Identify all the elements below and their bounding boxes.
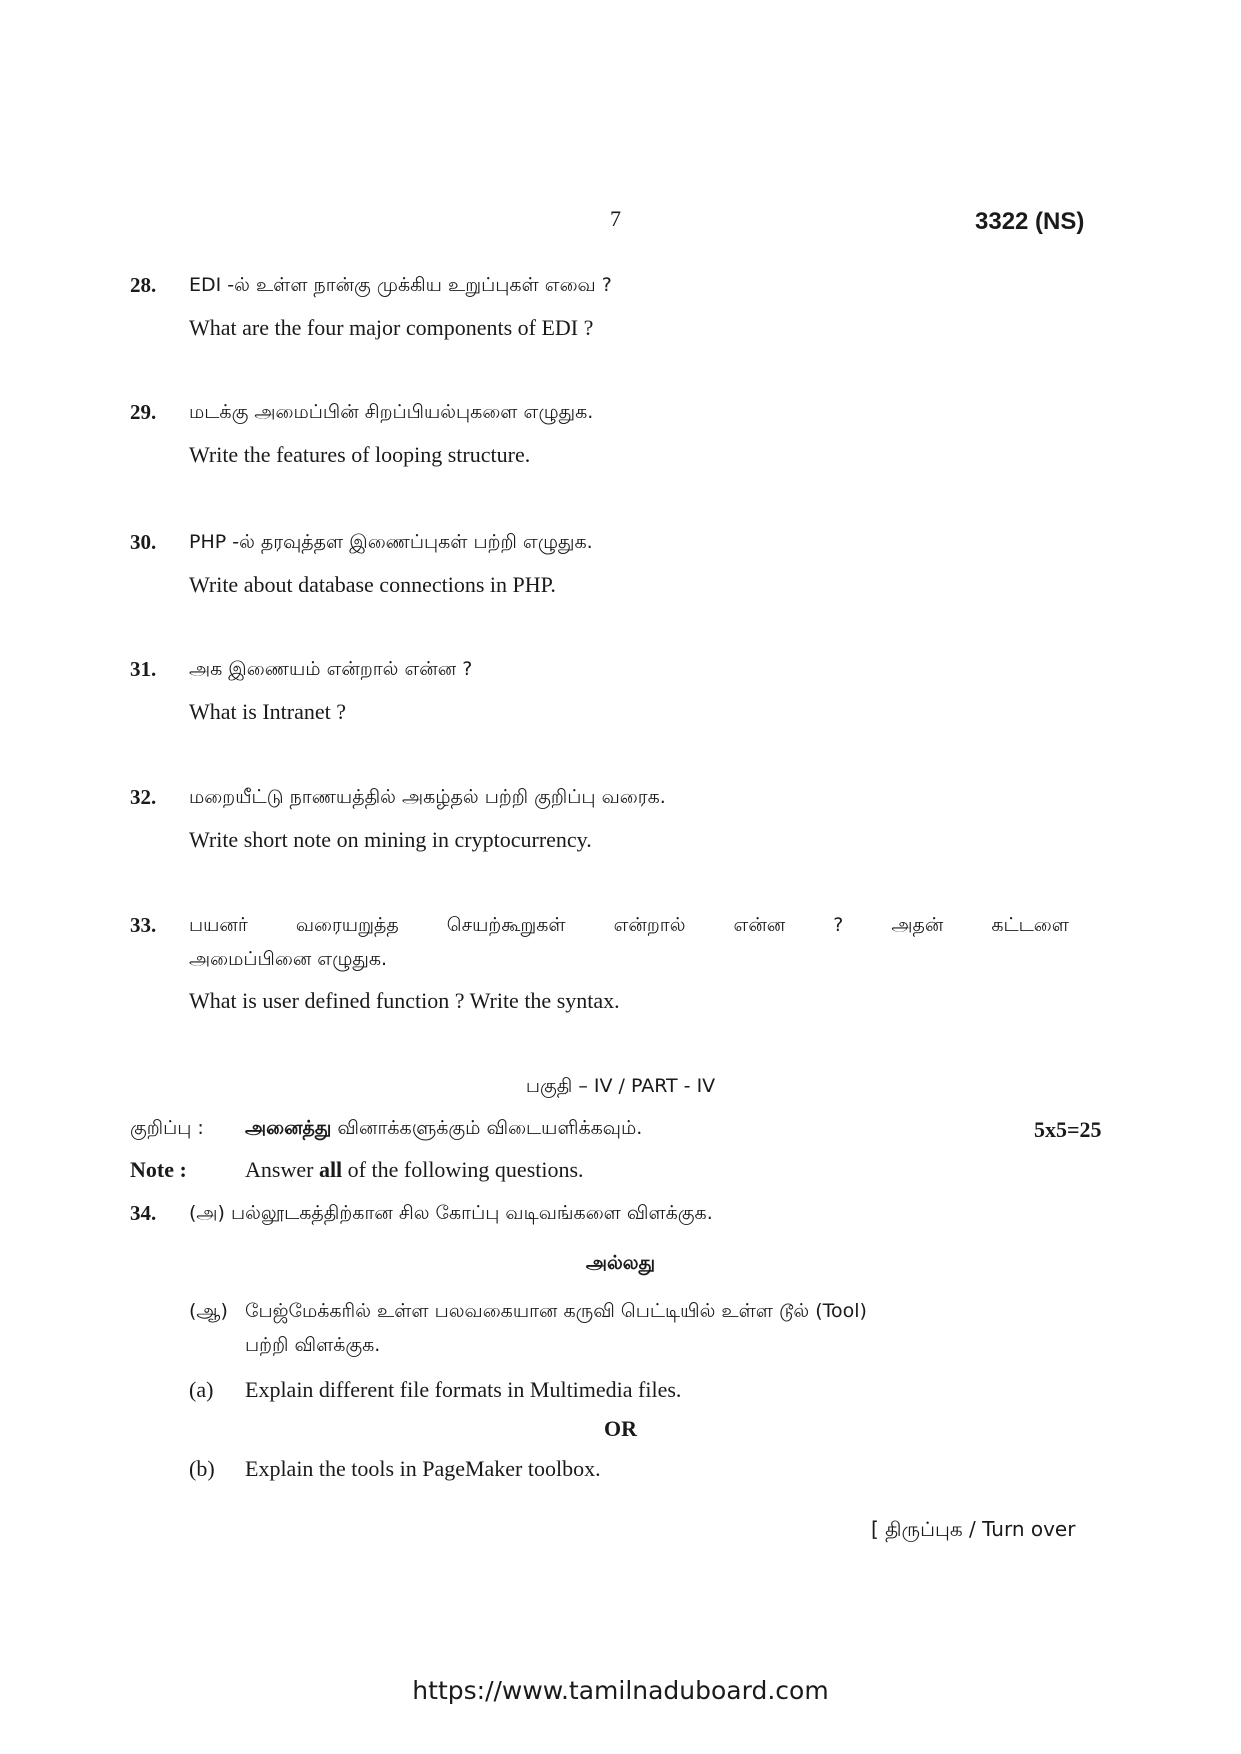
paper-code: 3322 (NS) [975,208,1085,235]
question-number: 34. [130,1201,157,1225]
note-label-english: Note : [130,1157,187,1182]
tamil-word: என்ன [733,914,786,936]
question-number: 28. [130,273,157,297]
question-english: What are the four major components of EDI ? [189,315,594,340]
note-bold-word: அனைத்து [245,1117,332,1139]
question-number: 29. [130,400,157,424]
tamil-word: என்றால் [613,914,686,936]
part-heading [0,1072,1241,1100]
question-english: Write short note on mining in cryptocurrency. [189,827,592,852]
turn-over: [ திருப்புக / Turn over [871,1517,1076,1541]
note-text-english [245,1157,584,1183]
note-post: of the following questions. [347,1157,584,1182]
source-url: https://www.tamilnaduboard.com [412,1676,829,1705]
option-a-tamil: (அ) பல்லூடகத்திற்கான சில கோப்பு வடிவங்களை விளக்குக. [189,1202,713,1224]
question-tamil: அக இணையம் என்றால் என்ன ? [189,658,473,680]
note-rest: வினாக்களுக்கும் விடையளிக்கவும். [337,1117,643,1139]
option-b-tamil-line1: பேஜ்மேக்கரில் உள்ள பலவகையான கருவி பெட்டியில் உள்ள டூல் (Tool) [245,1300,867,1322]
tamil-word: வரையறுத்த [295,914,399,936]
page-number: 7 [610,206,621,231]
note-bold: all [318,1157,343,1182]
question-tamil: மடக்கு அமைப்பின் சிறப்பியல்புகளை எழுதுக. [189,401,594,423]
option-a-label: (a) [189,1377,214,1402]
option-b-tamil-label: (ஆ) [189,1300,228,1322]
part-heading-text: பகுதி – IV / PART - IV [525,1075,716,1097]
tamil-word: ? [833,914,844,936]
option-b-english: Explain the tools in PageMaker toolbox. [245,1456,601,1481]
question-tamil: EDI -ல் உள்ள நான்கு முக்கிய உறுப்புகள் எவை ? [189,274,612,296]
or-english: OR [604,1416,637,1441]
tamil-word: செயற்கூறுகள் [446,914,566,936]
marks: 5x5=25 [1034,1117,1102,1142]
or-tamil: அல்லது [585,1252,656,1274]
question-english: What is user defined function ? Write the syntax. [189,988,620,1013]
note-text-tamil [245,1117,642,1142]
question-english: Write the features of looping structure. [189,442,531,467]
note-label-tamil: குறிப்பு : [130,1117,204,1139]
question-english: Write about database connections in PHP. [189,572,556,597]
question-number: 32. [130,785,157,809]
question-tamil: மறையீட்டு நாணயத்தில் அகழ்தல் பற்றி குறிப்பு வரைக. [189,786,666,808]
tamil-word: அதன் [891,914,944,936]
question-number: 33. [130,913,157,937]
option-b-label: (b) [189,1456,215,1481]
question-english: What is Intranet ? [189,699,346,724]
tamil-word: பயனர் [189,914,248,936]
option-a-english: Explain different file formats in Multimedia files. [245,1377,682,1402]
question-number: 31. [130,657,157,681]
option-b-tamil-line2: பற்றி விளக்குக. [245,1334,381,1356]
question-tamil-line1 [189,914,1069,939]
note-pre: Answer [245,1157,314,1182]
question-number: 30. [130,530,157,554]
question-tamil-line2: அமைப்பினை எழுதுக. [189,948,388,970]
question-tamil: PHP -ல் தரவுத்தள இணைப்புகள் பற்றி எழுதுக. [189,531,593,553]
tamil-word: கட்டளை [991,914,1069,936]
